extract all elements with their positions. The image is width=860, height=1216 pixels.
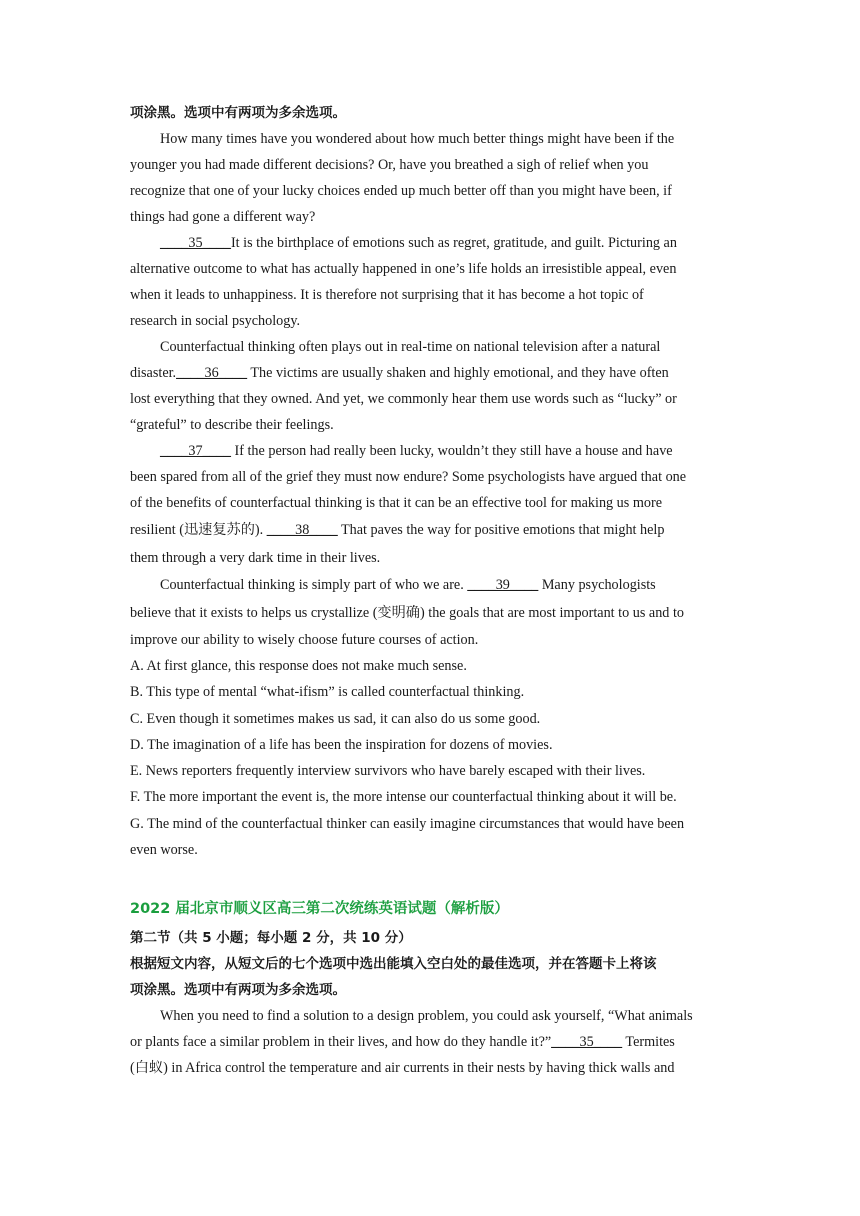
passage-2-paragraph-1: When you need to find a solution to a design problem, you could ask yourself, “What animals or plants face a similar problem in their lives, and how do they handle it?”____35____ Termites (白蚁) in Africa control the temperature and air currents in their nests by having thick walls and (130, 1008, 693, 1077)
instruction-line-1: 根据短文内容，从短文后的七个选项中选出能填入空白处的最佳选项，并在答题卡上将该 (130, 956, 657, 973)
paragraph-5: Counterfactual thinking is simply part of who we are. ____39____ Many psychologists believe that it exists to helps us crystallize (变明确) the goals that are most important to us and to improve our ability to wisely choose future courses of action. (130, 577, 684, 648)
paragraph-4: ____37____ If the person had really been lucky, wouldn’t they still have a house and have been spared from all of the grief they must now endure? Some psychologists have argued that one of the benefits of counterfactual thinking is that it can be an effective tool for making us more resilient (迅速复苏的). ____38____ That paves the way for positive emotions that might help them through a very dark time in their lives. (130, 443, 687, 566)
instruction-tail: 项涂黑。选项中有两项为多余选项。 (130, 105, 346, 121)
paragraph-2: ____35____It is the birthplace of emotions such as regret, gratitude, and guilt. Picturing an alternative outcome to what has actually happened in one’s life holds an irresistible appeal, even when it leads to unhappiness. It is therefore not surprising that it has become a hot topic of research in social psychology. (130, 235, 677, 329)
paragraph-3: Counterfactual thinking often plays out in real-time on national television after a natural disaster.____36____ The victims are usually shaken and highly emotional, and they have often lost everything that they owned. And yet, we commonly hear them use words such as “lucky” or “grateful” to describe their feelings. (130, 339, 677, 433)
blank-38: ____38____ (266, 522, 338, 538)
option-g-continued: even worse. (130, 842, 198, 859)
option-f: F. The more important the event is, the more intense our counterfactual thinking about it will be. (130, 789, 677, 806)
blank-35-passage-2: ____35____ (551, 1034, 623, 1051)
instruction-line-2: 项涂黑。选项中有两项为多余选项。 (130, 982, 346, 999)
option-g: G. The mind of the counterfactual thinker can easily imagine circumstances that would have been (130, 815, 685, 832)
option-d: D. The imagination of a life has been the inspiration for dozens of movies. (130, 736, 553, 753)
option-b: B. This type of mental “what-ifism” is called counterfactual thinking. (130, 684, 525, 701)
exam-title: 2022 届北京市顺义区高三第二次统练英语试题（解析版） (130, 901, 509, 918)
options-list (130, 653, 730, 863)
document-content (130, 100, 730, 1081)
option-e: E. News reporters frequently interview survivors who have barely escaped with their lives. (130, 763, 646, 780)
option-c: C. Even though it sometimes makes us sad, it can also do us some good. (130, 710, 541, 727)
blank-37: ____37____ (160, 443, 231, 459)
blank-35: ____35____ (160, 235, 231, 251)
option-a: A. At first glance, this response does not make much sense. (130, 658, 467, 674)
paragraph-1: How many times have you wondered about how much better things might have been if the younger you had made different decisions? Or, have you breathed a sigh of relief when you recognize that one of your lucky choices ended up much better off than you might have been, if things had gone a different way? (130, 131, 675, 225)
blank-39: ____39____ (467, 577, 539, 593)
blank-36: ____36____ (176, 365, 248, 381)
section-header: 第二节（共 5 小题；每小题 2 分，共 10 分） (130, 930, 412, 947)
